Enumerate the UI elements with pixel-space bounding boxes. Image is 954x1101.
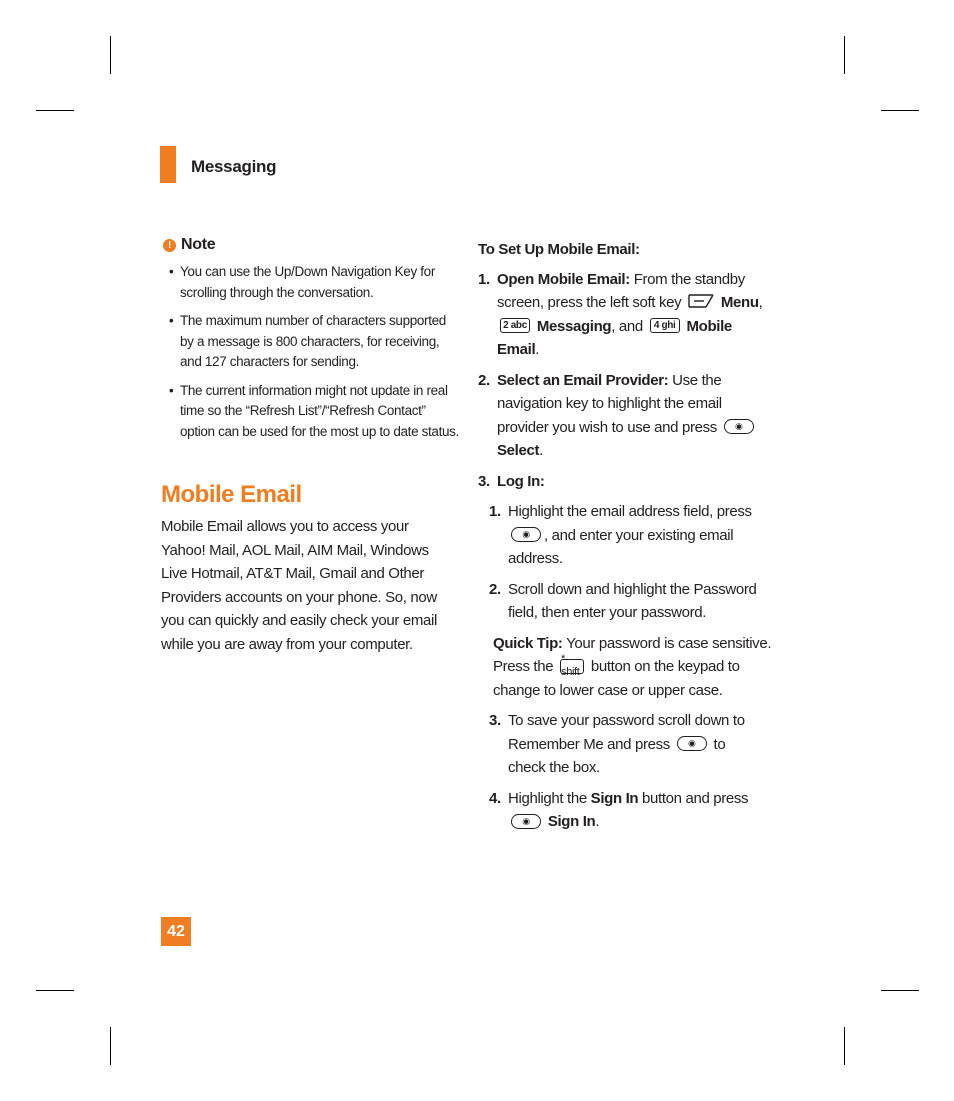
- note-list: [161, 262, 461, 442]
- login-substeps: [489, 709, 778, 834]
- crop-mark: [844, 1027, 845, 1065]
- page-number: 42: [161, 917, 191, 946]
- left-soft-key-icon: [688, 294, 714, 308]
- setup-heading: To Set Up Mobile Email:: [478, 241, 640, 258]
- step-label: Select an Email Provider:: [497, 371, 669, 389]
- step-label: Log In:: [497, 472, 545, 490]
- crop-mark: [110, 36, 111, 74]
- login-substep: 1. Highlight the email address field, press ◉ , and enter your existing email address.: [489, 503, 752, 567]
- left-column: [161, 236, 461, 656]
- ok-key-icon: ◉: [511, 814, 541, 829]
- step-number: 3.: [478, 472, 490, 490]
- key-2-icon: 2 abc: [500, 318, 530, 333]
- login-substeps: [489, 500, 778, 625]
- setup-step: 2. Select an Email Provider: Use the navigation key to highlight the email provider you wish to use and press ◉ Select.: [478, 369, 778, 463]
- crop-mark: [881, 990, 919, 991]
- setup-step: [478, 470, 778, 494]
- login-substep: 2. Scroll down and highlight the Password field, then enter your password.: [489, 580, 757, 621]
- mobile-email-heading: Mobile Email: [161, 481, 302, 508]
- ok-key-icon: ◉: [511, 527, 541, 542]
- section-title: Messaging: [191, 157, 277, 176]
- mobile-email-intro: Mobile Email allows you to access your Yahoo! Mail, AOL Mail, AIM Mail, Windows Live Hotmail, AT&T Mail, Gmail and Other Providers accounts on your phone. So, now you can quickly and easily check your email while you are away from your computer.: [161, 518, 437, 653]
- login-substep: 4. Highlight the Sign In button and press ◉ Sign In.: [489, 789, 749, 830]
- quick-tip: Quick Tip: Your password is case sensitive. Press the * shift button on the keypad to change to lower case or upper case.: [493, 634, 772, 699]
- ok-key-icon: ◉: [724, 419, 754, 434]
- star-key-icon: * shift: [560, 659, 584, 674]
- login-substep: 3. To save your password scroll down to Remember Me and press ◉ to check the box.: [489, 712, 745, 776]
- step-number: 1.: [478, 270, 490, 288]
- note-heading-label: Note: [181, 236, 216, 253]
- right-column: [478, 238, 778, 841]
- setup-step: 1. Open Mobile Email: From the standby screen, press the left soft key Menu, 2 abc Messaging, and 4 ghi Mobile Email.: [478, 268, 778, 362]
- step-label: Open Mobile Email:: [497, 270, 630, 288]
- crop-mark: [36, 110, 74, 111]
- crop-mark: [844, 36, 845, 74]
- step-number: 2.: [478, 371, 490, 389]
- note-heading: [163, 236, 461, 254]
- note-item: • You can use the Up/Down Navigation Key for scrolling through the conversation.: [169, 264, 435, 300]
- exclamation-icon: !: [163, 239, 176, 252]
- section-accent-bar: [160, 146, 176, 183]
- crop-mark: [36, 990, 74, 991]
- ok-key-icon: ◉: [677, 736, 707, 751]
- note-item: • The maximum number of characters supported by a message is 800 characters, for receiving, and 127 characters for sending.: [169, 313, 446, 369]
- crop-mark: [881, 110, 919, 111]
- crop-mark: [110, 1027, 111, 1065]
- note-item: • The current information might not update in real time so the “Refresh List”/“Refresh Contact” option can be used for the most up to date status.: [169, 382, 459, 439]
- key-4-icon: 4 ghi: [650, 318, 680, 333]
